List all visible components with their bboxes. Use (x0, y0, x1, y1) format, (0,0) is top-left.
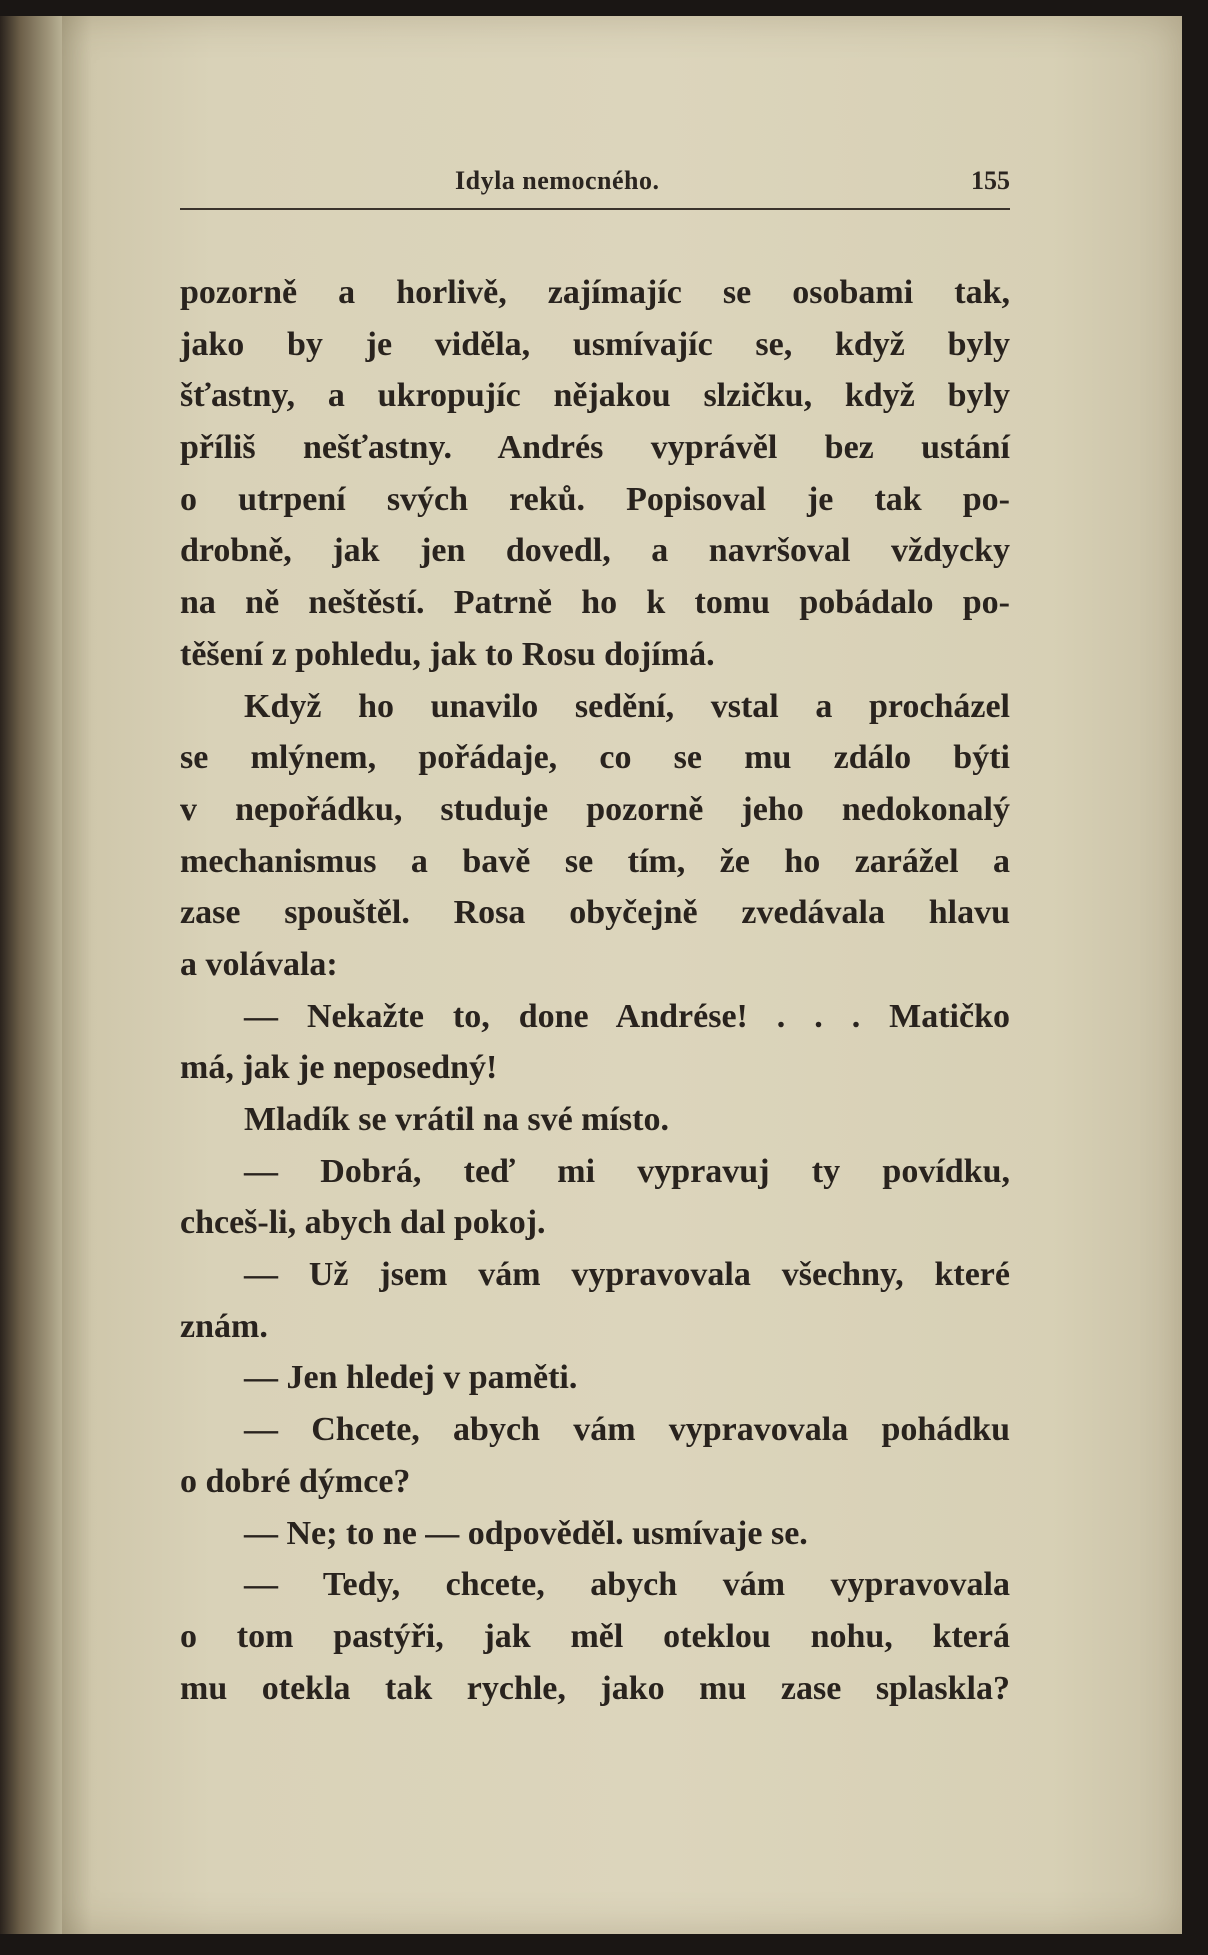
text-line: — Tedy, chcete, abych vám vypravovala (244, 1566, 1010, 1604)
text-line: o tom pastýři, jak měl oteklou nohu, která (180, 1617, 1010, 1655)
header-rule (180, 208, 1010, 210)
running-head-title: Idyla nemocného. (455, 166, 660, 195)
text-line: šťastny, a ukropujíc nějakou slzičku, když byly (180, 377, 1010, 415)
text-line: se mlýnem, pořádaje, co se mu zdálo býti (180, 739, 1010, 777)
text-line: — Nekažte to, done Andrése! . . . Matičko (244, 997, 1010, 1035)
text-line: mu otekla tak rychle, jako mu zase splaskla? (180, 1669, 1010, 1707)
text-line: jako by je viděla, usmívajíc se, když byly (180, 325, 1010, 363)
text-line: drobně, jak jen dovedl, a navršoval vždycky (180, 532, 1010, 570)
text-line: zase spouštěl. Rosa obyčejně zvedávala hlavu (180, 894, 1010, 932)
text-line: má, jak je neposedný! (180, 1049, 498, 1087)
text-line: — Jen hledej v paměti. (244, 1359, 578, 1397)
text-line: Mladík se vrátil na své místo. (244, 1101, 669, 1138)
text-line: — Ne; to ne — odpověděl. usmívaje se. (244, 1514, 808, 1552)
text-line: těšení z pohledu, jak to Rosu dojímá. (180, 635, 715, 673)
text-line: a volávala: (180, 945, 338, 983)
page-number: 155 (971, 166, 1010, 195)
text-line: pozorně a horlivě, zajímajíc se osobami tak, (180, 274, 1010, 311)
text-line: chceš-li, abych dal pokoj. (180, 1204, 546, 1242)
text-line: na ně neštěstí. Patrně ho k tomu pobádalo po- (180, 584, 1010, 622)
book-binding (0, 16, 62, 1934)
text-line: o utrpení svých reků. Popisoval je tak po- (180, 480, 1010, 518)
text-line: — Chcete, abych vám vypravovala pohádku (244, 1411, 1010, 1449)
text-line: v nepořádku, studuje pozorně jeho nedokonalý (180, 790, 1010, 828)
text-line: mechanismus a bavě se tím, že ho zarážel a (180, 842, 1010, 880)
text-line: — Dobrá, teď mi vypravuj ty povídku, (244, 1152, 1010, 1190)
text-line: Když ho unavilo sedění, vstal a procházel (244, 687, 1010, 725)
body-text (180, 267, 1010, 1714)
text-line: o dobré dýmce? (180, 1462, 411, 1500)
text-line: znám. (180, 1307, 268, 1345)
text-line: — Už jsem vám vypravovala všechny, které (244, 1256, 1010, 1294)
running-head (180, 160, 1010, 206)
text-line: příliš nešťastny. Andrés vyprávěl bez ustání (180, 429, 1010, 467)
